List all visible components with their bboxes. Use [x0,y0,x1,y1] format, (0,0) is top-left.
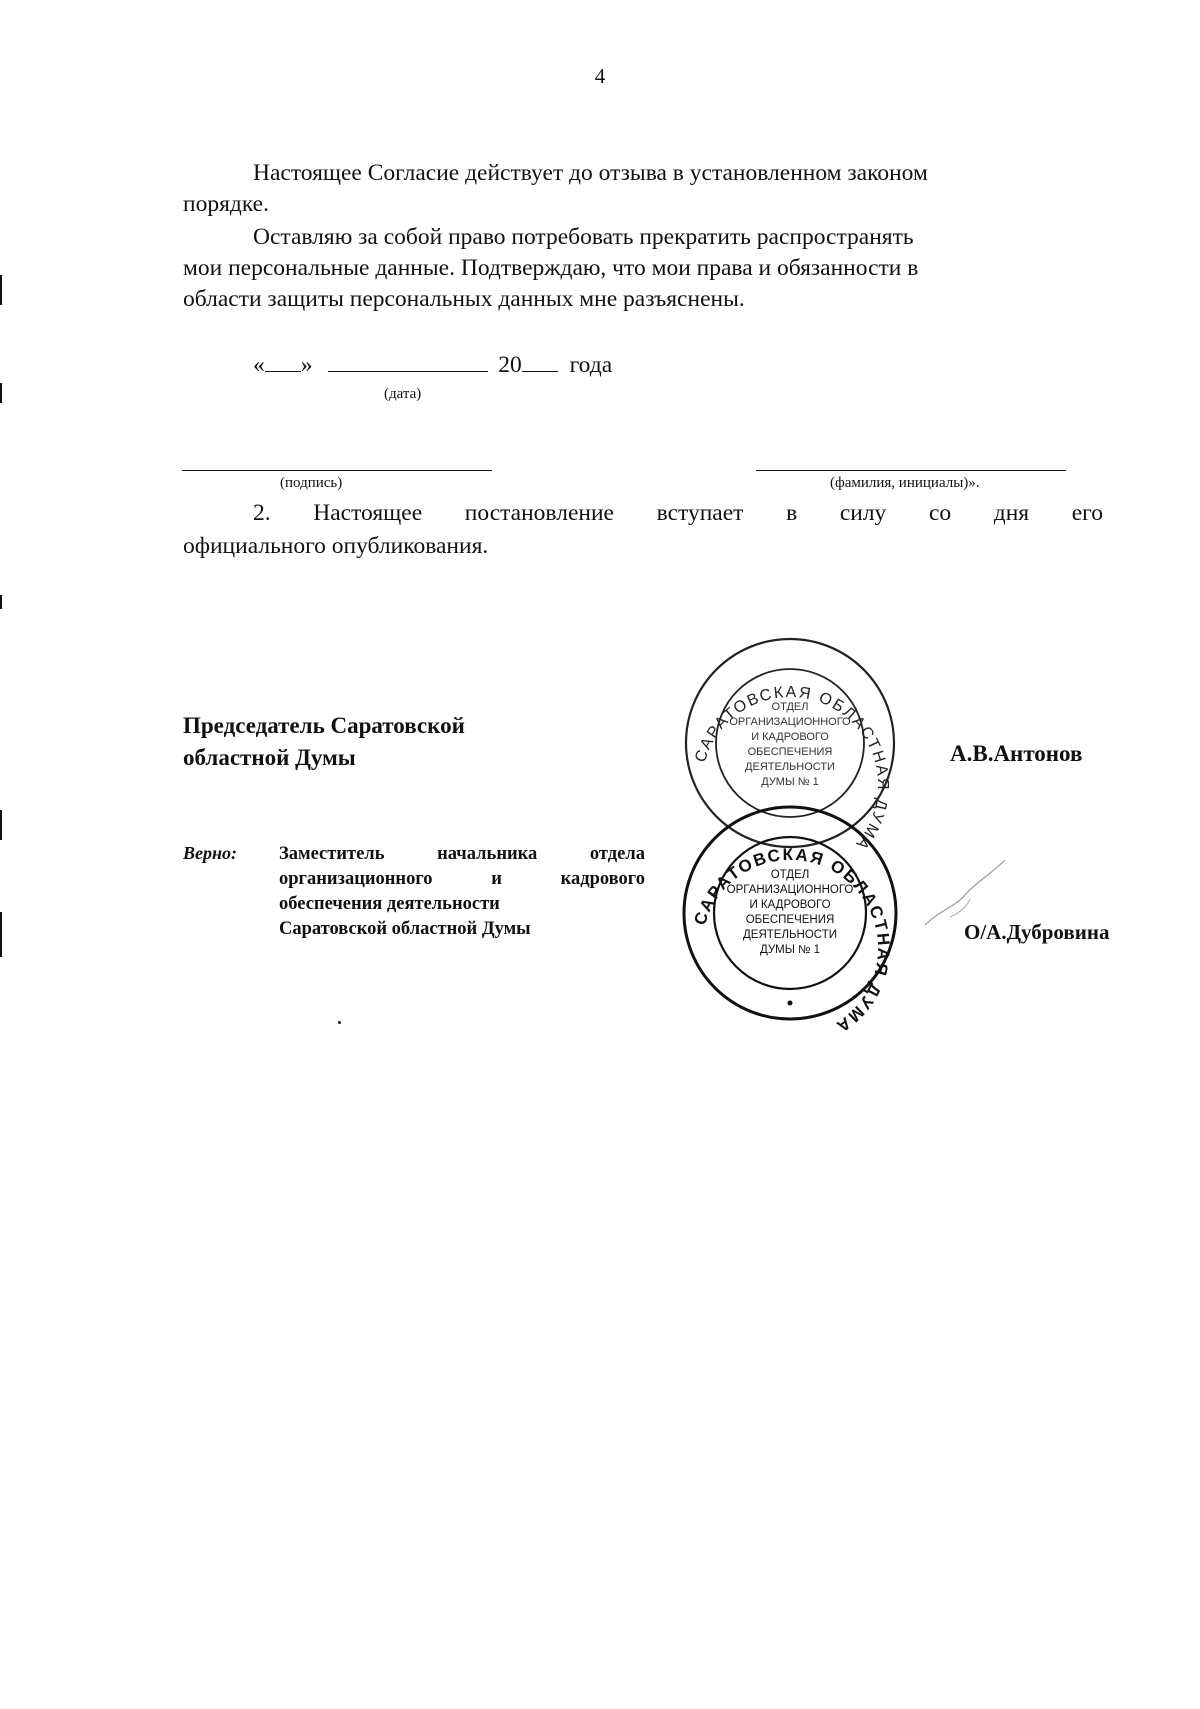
item-2-word: дня [993,500,1030,526]
deputy-title [279,842,645,942]
paragraph-rights-line-1: Оставляю за собой право потребовать прекратить распространять [253,224,914,250]
item-2-word: постановление [464,500,614,526]
validity-text-1: Настоящее Согласие действует до отзыва в установленном законом [253,160,928,186]
deputy-title-line-1 [279,842,645,867]
stamp-1 [686,639,894,854]
date-line [253,351,612,379]
margin-mark [0,275,2,305]
deputy-word: отдела [589,844,645,864]
item-2-word: со [928,500,952,526]
stamp-2-line: ОРГАНИЗАЦИОННОГО [726,884,854,896]
margin-mark [0,595,2,609]
page-number: 4 [594,64,606,88]
item-2-word: вступает [656,500,744,526]
item-2-word: силу [839,500,887,526]
century-text: 20 [498,352,522,378]
item-2-line-1 [183,497,1103,530]
stamp-2-line: ОБЕСПЕЧЕНИЯ [745,914,835,926]
paragraph-rights-line-2: мои персональные данные. Подтверждаю, что мои права и обязанности в [183,255,919,281]
chairman-title [183,710,465,774]
chairman-title-line-2: областной Думы [183,745,356,770]
stamp-2-ring-path-text: САРАТОВСКАЯ ОБЛАСТНАЯ ДУМА [690,844,894,1037]
stamp-2 [684,807,896,1037]
stamp-2-line: И КАДРОВОГО [749,899,831,911]
date-caption: (дата) [384,386,422,402]
signature-caption: (подпись) [280,475,343,491]
stamp-2-ring-text [690,845,893,1037]
deputy-word: начальника [437,844,538,864]
stamps-graphic [660,628,920,1048]
stamp-2-star [788,1001,793,1006]
stamp-1-line: ОБЕСПЕЧЕНИЯ [747,746,833,758]
day-blank [265,351,301,372]
chairman-name: А.В.Антонов [950,741,1083,766]
paragraph-validity-line-1 [183,158,1103,189]
item-2 [183,497,1103,563]
item-2-word: его [1071,500,1103,526]
open-quote: « [253,352,265,378]
paragraph-rights [183,222,1103,315]
margin-mark [0,810,2,840]
stamp-1-ring-path-text: САРАТОВСКАЯ ОБЛАСТНАЯ ДУМА [692,683,892,854]
deputy-title-line-3: обеспечения деятельности [279,894,500,914]
deputy-word: и [491,869,502,889]
deputy-word: Заместитель [279,844,385,864]
item-2-word: в [786,500,798,526]
deputy-word: кадрового [560,869,645,889]
year-word: года [569,352,613,378]
close-quote: » [300,352,313,378]
item-2-word: Настоящее [313,500,423,526]
item-2-line-2: официального опубликования. [183,533,489,559]
year-blank [522,351,558,372]
stamp-1-line: И КАДРОВОГО [751,731,829,743]
deputy-word: организационного [279,869,433,889]
deputy-name: О/А.Дубровина [964,920,1110,944]
stamp-1-line: ДЕЯТЕЛЬНОСТИ [745,761,835,773]
stamp-2-line: ДЕЯТЕЛЬНОСТИ [742,929,838,941]
name-caption: (фамилия, инициалы)». [830,475,980,491]
stamp-1-line: ОТДЕЛ [771,701,809,713]
deputy-title-line-2 [279,867,645,892]
name-line [756,470,1066,471]
paragraph-rights-line-3: области защиты персональных данных мне разъяснены. [183,286,745,312]
margin-mark [0,383,2,403]
deputy-title-line-4: Саратовской областной Думы [279,919,531,939]
margin-mark [0,912,2,957]
stamp-2-line: ОТДЕЛ [770,869,810,881]
stamp-1-line: ОРГАНИЗАЦИОННОГО [729,716,851,728]
stamp-1-line: ДУМЫ № 1 [761,776,819,788]
speck [338,1021,341,1024]
stamp-1-ring-text [692,684,891,854]
certification-label: Верно: [183,843,237,863]
item-2-word: 2. [253,500,271,526]
month-blank [328,351,488,372]
signature-line [182,470,492,471]
paragraph-validity-line-2: порядке. [183,191,269,217]
chairman-title-line-1: Председатель Саратовской [183,713,465,738]
paragraph-validity [183,158,1103,220]
stamp-2-line: ДУМЫ № 1 [759,944,821,956]
